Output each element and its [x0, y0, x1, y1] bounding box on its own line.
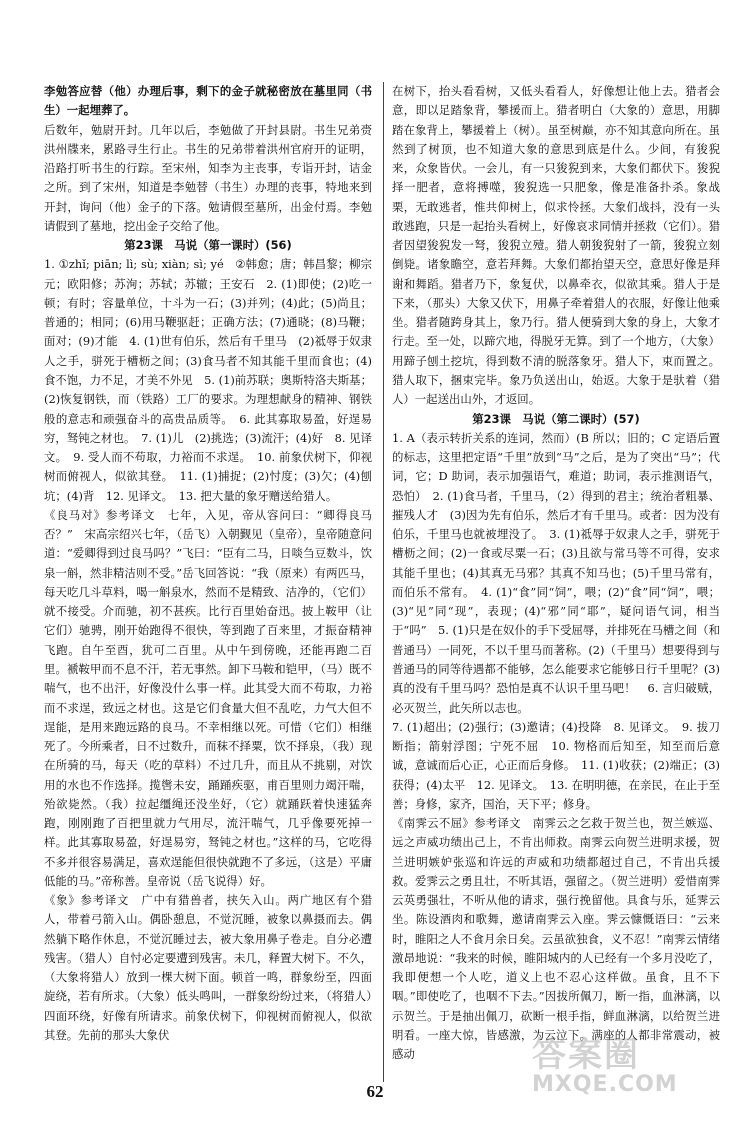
watermark-logo — [532, 1027, 722, 1101]
answer-block: 1. ①zhǐ; piān; lì; sù; xiàn; sì; yé ②韩愈；唐；韩昌黎；柳宗元；欧阳修；苏洵；苏轼；苏辙；王安石 2. (1)即使；(2)吃一顿；有时；容量单位，十斗为一石；(3)并列；(4)此；(5)尚且；普通的；相同；(6)用马鞭驱赶；正确方法；(7)通晓；(8)马鞭；面对；(9)才能 4. (1)世有伯乐，然后有千里马 (2)祗辱于奴隶人之手，骈死于槽枥之间；(3)食马者不知其能千里而食也；(4)食不饱，力不足，才美不外见 5. (1)前苏联；奥斯特洛夫斯基；(2)恢复钢铁，而（铁路）工厂的要求。为理想献身的精神、钢铁般的意志和顽强奋斗的高贵品质等。 6. 此其寡取易盈，好逞易穷，驽钝之材也。 7. (1)儿 (2)挑选；(3)流汗；(4)好 8. 见译文。 9. 受人而不苟取，力裕而不求逞。 10. 前象伏树下，仰视树而俯视人，似欲其登。 11. (1)捕捉；(2)忖度；(3)欠；(4)刨坑；(4)背 12. 见译文。 13. 把大量的象牙赠送给猎人。 — [44, 257, 372, 503]
translation-paragraph: 《象》参考译文 广中有猎兽者，挟矢入山。两广地区有个猎人，带着弓箭入山。偶卧憩息，不觉沉睡，被象以鼻摄而去。偶然躺下略作休息，不觉沉睡过去，被大象用鼻子卷走。自分必遭残害。（猎人）自忖必定要遭到残害。未几，释置大树下。不久，（大象将猎人）放到一棵大树下面。顿首一鸣，群象纷至，四面旋绕，若有所求。（大象）低头鸣叫，一群象纷纷过来，（将猎人）四面环绕，好像有所请求。前象伏树下，仰视树而俯视人，似欲其登。先前的那头大象伏 — [44, 893, 372, 1043]
page-number: 62 — [366, 1082, 384, 1101]
watermark-line1: 答案圈 — [532, 1035, 640, 1075]
lesson-heading: 第23课 马说（第二课时）(57) — [472, 411, 640, 426]
paragraph: 李勉答应替（他）办理后事，剩下的金子就秘密放在墓里同（书生）一起埋葬了。 — [44, 84, 372, 118]
column-divider — [383, 82, 384, 1082]
answer-block: 7. (1)超出；(2)强行；(3)邀请；(4)投降 8. 见译文。 9. 拔刀断指；箭射浮图；宁死不屈 10. 物格而后知至，知至而后意诚，意诚而后心正，心正而后身修。 11. (1)收获；(2)端正；(3)获得；(4)太平 12. 见译文。 13. 在明明德，在亲民，在止于至善；身修，家齐，国治，天下平；修身。 — [392, 719, 720, 811]
translation-paragraph: 《良马对》参考译文 七年，入见，帝从容问曰：“卿得良马否？” 宋高宗绍兴七年，（岳飞）入朝觐见（皇帝），皇帝随意问道：“爱卿得到过良马吗？”飞曰：“臣有二马，日啖刍豆数斗，饮泉一斛，然非精洁则不受。”岳飞回答说：“我（原来）有两匹马，每天吃几斗草料，喝一斛泉水，然而不是精致、洁净的，（它们）就不接受。介而驰，初不甚疾。比行百里始奋迅。披上鞍甲（让它们）驰骋，刚开始跑得不很快，等到跑了百来里，才振奋精神飞跑。自午至酉，犹可二百里。从中午到傍晚，还能再跑二百里。褫鞍甲而不息不汗，若无事然。卸下马鞍和铠甲，（马）既不喘气，也不出汗，好像没什么事一样。此其受大而不苟取，力裕而不求逞，致远之材也。这是它们食量大但不乱吃，力气大但不逞能，是用来跑远路的良马。不幸相继以死。可惜（它们）相继死了。今所乘者，日不过数升，而秣不择粟，饮不择泉，（我）现在所骑的马，每天（吃的草料）不过几升，而且从不挑剔，对饮用的水也不作选择。揽辔未安，踊踊疾驱，甫百里则力竭汗喘，殆欲毙然。（我）拉起缰绳还没坐好，（它）就踊跃着快速猛奔跑，刚刚跑了百把里就力气用尽，流汗喘气，几乎像要死掉一样。此其寡取易盈，好逞易穷，驽钝之材也。”这样的马，它吃得不多并很容易满足，喜欢逞能但很快就跑不了多远，（这是）平庸低能的马。”帝称善。皇帝说（岳飞说得）好。 — [44, 507, 372, 888]
answer-block: 1. A（表示转折关系的连词，然而）(B 所以；旧的；C 定语后置的标志，这里把定语“千里”放到“马”之后，是为了突出“马”；代词，它；D 助词，表示加强语气，难道；助词，表示推测语气，恐怕） 2. (1)食马者，千里马，（2）得到的君主；统治者粗暴、摧残人才 (3)因为先有伯乐，然后才有千里马。或者：因为没有伯乐，千里马也就被埋没了。 3. (1)祗辱于奴隶人之手，骈死于槽枥之间；(2)一食或尽粟一石；(3)且欲与常马等不可得，安求其能千里也；(4)其真无马邪？其真不知马也；(5)千里马常有，而伯乐不常有。 4. (1)“食”同“饲”，喂；(2)“食”同“饲”，喂；(3)“见”同“现”，表现；(4)“邪”同“耶”，疑问语气词，相当于“吗” 5. (1)只是在奴仆的手下受屈辱，并排死在马槽之间（和普通马）一同死，不以千里马而著称。(2)（千里马）想要得到与普通马的同等待遇都不能够，怎么能要求它能够日行千里呢？(3)真的没有千里马吗？恐怕是真不认识千里马吧！ 6. 言归破贼，必灭贺兰，此矢所以志也。 — [392, 430, 720, 715]
paragraph: 后数年，勉尉开封。几年以后，李勉做了开封县尉。书生兄弟赍洪州牒来，累路寻生行止。书生的兄弟带着洪州官府开的证明，沿路打听书生的行踪。至宋州，知李为主丧事，专诣开封，诘金之所。到了宋州，知道是李勉替（书生）办理的丧事，特地来到开封，询问（他）金子的下落。勉请假至墓所，出金付焉。李勉请假到了墓地，挖出金子交给了他。 — [44, 122, 372, 233]
watermark-line2: MXQE.COM — [532, 1072, 678, 1097]
lesson-heading: 第23课 马说（第一课时）(56) — [124, 238, 292, 253]
left-column — [44, 82, 372, 1045]
translation-paragraph: 《南霁云不屈》参考译文 南霁云之乞救于贺兰也，贺兰嫉巡、远之声威功绩出己上，不肯出师救。南霁云向贺兰进明求援，贺兰进明嫉妒张巡和许远的声威和功绩都超过自己，不肯出兵援救。爱霁云之勇且壮，不听其语，强留之。（贺兰进明）爱惜南霁云英勇强壮，不听从他的请求，强行挽留他。具食与乐，延霁云坐。陈设酒肉和歌舞，邀请南霁云入座。霁云慷慨语曰：“云来时，睢阳之人不食月余日矣。云虽欲独食，义不忍！”南霁云情绪激昂地说：“我来的时候，睢阳城内的人已经有一个多月没吃了，我即便想一个人吃，道义上也不忍心这样做。虽食，且不下咽。”即使吃了，也咽不下去。”因拔所佩刀，断一指，血淋漓，以示贺兰。于是抽出佩刀，砍断一根手指，鲜血淋漓，以给贺兰进明看。一座大惊，皆感激，为云泣下。满座的人都非常震动，被感动 — [392, 816, 720, 1062]
translation-paragraph: 在树下，抬头看看树，又低头看看人，好像想让他上去。猎者会意，即以足踏象背，攀援而上。猎者明白（大象的）意思，用脚踏在象背上，攀援着上（树）。虽至树巅，亦不知其意向所在。虽然到了树顶，也不知道大象的意思到底是什么。少间，有狻猊来，众象皆伏。一会儿，有一只狻猊到来，大象们都伏下。狻猊择一肥者，意将搏噬，狻猊选一只肥象，像是准备扑杀。象战栗，无敢逃者，惟共仰树上，似求怜拯。大象们战抖，没有一头敢逃跑，只是一起抬头看树上，好像哀求同情并拯救（它们）。猎者因望狻猊发一弩，狻猊立殪。猎人朝狻猊射了一箭，狻猊立刻倒毙。诸象瞻空，意若拜舞。大象们都抬望天空，意思好像是拜谢和舞蹈。猎者乃下，象复伏，以鼻牵衣，似欲其乘。猎人于是下来，（那头）大象又伏下，用鼻子牵着猎人的衣服，好像让他乘坐。猎者随跨身其上，象乃行。猎人便骑到大象的身上，大象才行走。至一处，以蹄穴地，得脱牙无算。到了一个地方，（大象）用蹄子刨土挖坑，得到数不清的脱落象牙。猎人下，束而置之。猎人取下，捆束完毕。象乃负送出山，始返。大象于是驮着（猎人）一起送出山外，才返回。 — [392, 84, 720, 407]
right-column — [392, 82, 720, 1065]
